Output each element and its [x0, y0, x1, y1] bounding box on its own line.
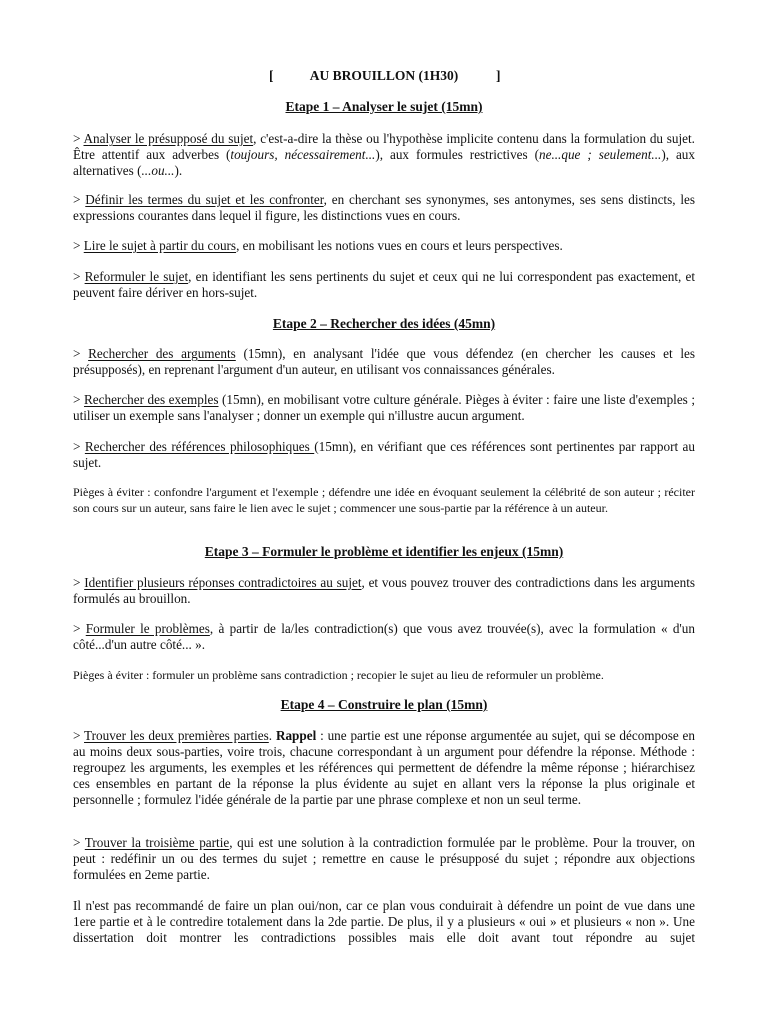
paragraph-troisieme-partie: > Trouver la troisième partie, qui est une solution à la contradiction formulée par le problème. Pour la trouver, on peut : redéfinir un ou des termes du sujet ; remettre en cause le présupposé du sujet ; répondre aux objections formulées en 2eme partie. — [73, 835, 695, 882]
term-formuler: Formuler le problèmes — [85, 621, 210, 636]
term-arguments: Rechercher des arguments — [88, 346, 236, 361]
term-analyser: Analyser le présupposé du sujet — [83, 131, 254, 146]
heading-etape-1: Etape 1 – Analyser le sujet (15mn) — [285, 99, 483, 114]
term-troisieme-partie: Trouver la troisième partie — [84, 835, 230, 850]
heading-etape-2: Etape 2 – Rechercher des idées (45mn) — [272, 316, 496, 331]
paragraph-arguments: > Rechercher des arguments (15mn), en analysant l'idée que vous défendez (en chercher les causes et les présupposés), en reprenant l'argument d'un auteur, en utilisant vos connaissances générales. — [73, 346, 695, 377]
term-references: Rechercher des références philosophiques — [84, 439, 315, 454]
paragraph-exemples: > Rechercher des exemples (15mn), en mobilisant votre culture générale. Pièges à éviter : faire une liste d'exemples ; utiliser un exemple sans l'analyser ; donner un exemple qui n'illustre aucun argument. — [73, 392, 696, 423]
title-close-bracket: ] — [496, 68, 501, 83]
term-identifier: Identifier plusieurs réponses contradictoires au sujet — [84, 575, 362, 590]
rappel-label: Rappel — [275, 728, 317, 743]
note-pieges-2: Pièges à éviter : confondre l'argument et l'exemple ; défendre une idée en évoquant seulement la célébrité de son auteur ; réciter son cours sur un auteur, sans faire le lien avec le sujet ; commencer une sous-partie par la référence à un auteur. — [73, 485, 695, 515]
term-exemples: Rechercher des exemples — [83, 392, 219, 407]
title-open-bracket: [ — [269, 68, 274, 83]
paragraph-analyser: > Analyser le présupposé du sujet, c'est-a-dire la thèse ou l'hypothèse implicite contenu dans la formulation du sujet. Être attentif aux adverbes (toujours, nécessairement...), aux formules restrictives (ne...que ; seulement...), aux alternatives (...ou...). — [73, 131, 695, 178]
heading-etape-4: Etape 4 – Construire le plan (15mn) — [280, 697, 488, 712]
paragraph-deux-parties: > Trouver les deux premières parties. Rappel : une partie est une réponse argumentée au sujet, qui se décompose en au moins deux sous-parties, voire trois, chacune correspondant à un argument pour défendre la réponse. Méthode : regroupez les arguments, les exemples et les références qui permettent de défendre la même réponse ; hiérarchisez ces ensembles en partant de la réponse la plus évidente au sujet en allant vers la réponse la plus originale et personnelle ; formulez l'idée générale de la partie par une phrase complexe et non un seul terme. — [73, 728, 696, 807]
paragraph-references: > Rechercher des références philosophiques (15mn), en vérifiant que ces références sont pertinentes par rapport au sujet. — [73, 439, 696, 470]
term-deux-parties: Trouver les deux premières parties — [84, 728, 269, 743]
paragraph-oui-non: Il n'est pas recommandé de faire un plan oui/non, car ce plan vous conduirait à défendre un point de vue dans une 1ere partie et à le contredire totalement dans la 2de partie. De plus, il y a plusieurs « oui » et plusieurs « non ». Une dissertation doit montrer les contradictions possibles mais elle doit avant tout répondre au sujet — [73, 898, 695, 945]
heading-etape-3: Etape 3 – Formuler le problème et identifier les enjeux (15mn) — [204, 544, 564, 559]
page-title — [73, 68, 695, 84]
paragraph-reformuler: > Reformuler le sujet, en identifiant les sens pertinents du sujet et ceux qui ne lui correspondent pas exactement, et peuvent faire dériver en hors-sujet. — [73, 269, 695, 300]
term-lire: Lire le sujet à partir du cours — [83, 238, 237, 253]
paragraph-lire: > Lire le sujet à partir du cours, en mobilisant les notions vues en cours et leurs perspectives. — [73, 238, 563, 253]
note-pieges-3: Pièges à éviter : formuler un problème sans contradiction ; recopier le sujet au lieu de reformuler un problème. — [73, 668, 604, 682]
title-text: AU BROUILLON (1H30) — [309, 68, 459, 83]
paragraph-definir: > Définir les termes du sujet et les confronter, en cherchant ses synonymes, ses antonymes, ses sens distincts, les expressions courantes dans lequel il figure, les distinctions vues en cours. — [73, 192, 695, 223]
term-definir: Définir les termes du sujet et les confronter — [85, 192, 324, 207]
term-reformuler: Reformuler le sujet — [84, 269, 189, 284]
paragraph-formuler: > Formuler le problèmes, à partir de la/les contradiction(s) que vous avez trouvée(s), avec la formulation « d'un côté...d'un autre côté... ». — [73, 621, 695, 652]
paragraph-identifier: > Identifier plusieurs réponses contradictoires au sujet, et vous pouvez trouver des contradictions dans les arguments formulés au brouillon. — [73, 575, 695, 606]
